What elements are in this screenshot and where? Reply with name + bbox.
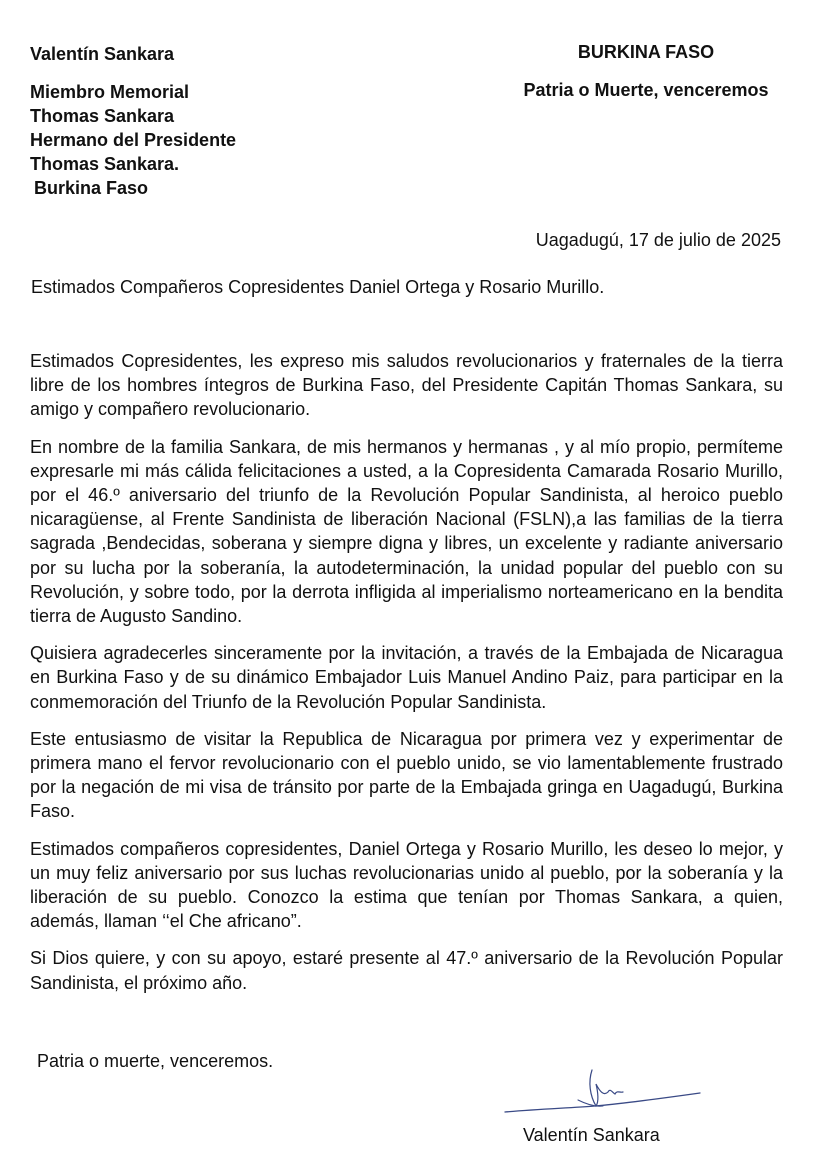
motto-slogan: Patria o Muerte, venceremos (523, 80, 769, 100)
paragraph-6: Si Dios quiere, y con su apoyo, estaré presente al 47.º aniversario de la Revolución Popular Sandinista, el próximo año. (30, 948, 783, 993)
sender-title-line-2: Thomas Sankara (30, 106, 175, 126)
paragraph-1: Estimados Copresidentes, les expreso mis saludos revolucionarios y fraternales de la tierra libre de los hombres íntegros de Burkina Faso, del Presidente Capitán Thomas Sankara, su amigo y compañero revolucionario. (30, 351, 783, 420)
handwritten-signature (500, 1062, 705, 1122)
sender-title-line-3: Hermano del Presidente (30, 130, 237, 150)
paragraph-5: Estimados compañeros copresidentes, Daniel Ortega y Rosario Murillo, les deseo lo mejor, y un muy feliz aniversario por sus luchas revolucionarias unido al pueblo, por la soberanía y la liberación de su pueblo. Conozco la estima que tenían por Thomas Sankara, a quien, además, llaman ‘‘el Che africano”. (30, 838, 783, 932)
sender-name: Valentín Sankara (30, 44, 175, 64)
country-heading: BURKINA FASO (577, 42, 715, 62)
paragraph-3: Quisiera agradecerles sinceramente por la invitación, a través de la Embajada de Nicaragua en Burkina Faso y de su dinámico Embajador Luis Manuel Andino Paiz, para participar en la conmemoración del Triunfo de la Revolución Popular Sandinista. (30, 643, 783, 712)
signer-name: Valentín Sankara (523, 1125, 660, 1145)
sender-block (30, 42, 236, 200)
closing-line: Patria o muerte, venceremos. (37, 1051, 274, 1071)
sender-title-line-5: Burkina Faso (34, 178, 149, 198)
motto-block (509, 40, 783, 102)
paragraph-2: En nombre de la familia Sankara, de mis hermanos y hermanas , y al mío propio, permíteme expresarle mi más cálida felicitaciones a usted, a la Copresidenta Camarada Rosario Murillo, por el 46.º aniversario del triunfo de la Revolución Popular Sandinista, al heroico pueblo nicaragüense, al Frente Sandinista de liberación Nacional (FSLN),a las familias de la tierra sagrada ,Bendecidas, soberana y siempre digna y libres, un excelente y radiante aniversario por su lucha por la soberanía, la autodeterminación, la unidad popular del pueblo con su Revolución, y sobre todo, por la derrota infligida al imperialismo norteamericano en la bendita tierra de Augusto Sandino. (30, 436, 783, 627)
letter-body (30, 349, 783, 1008)
date-line: Uagadugú, 17 de julio de 2025 (535, 230, 781, 250)
sender-title-line-1: Miembro Memorial (30, 82, 190, 102)
salutation: Estimados Compañeros Copresidentes Daniel Ortega y Rosario Murillo. (31, 277, 605, 297)
sender-title-line-4: Thomas Sankara. (30, 154, 180, 174)
paragraph-4: Este entusiasmo de visitar la Republica de Nicaragua por primera vez y experimentar de primera mano el fervor revolucionario con el pueblo unido, se vio lamentablemente frustrado por la negación de mi visa de tránsito por parte de la Embajada gringa en Uagadugú, Burkina Faso. (30, 728, 783, 822)
